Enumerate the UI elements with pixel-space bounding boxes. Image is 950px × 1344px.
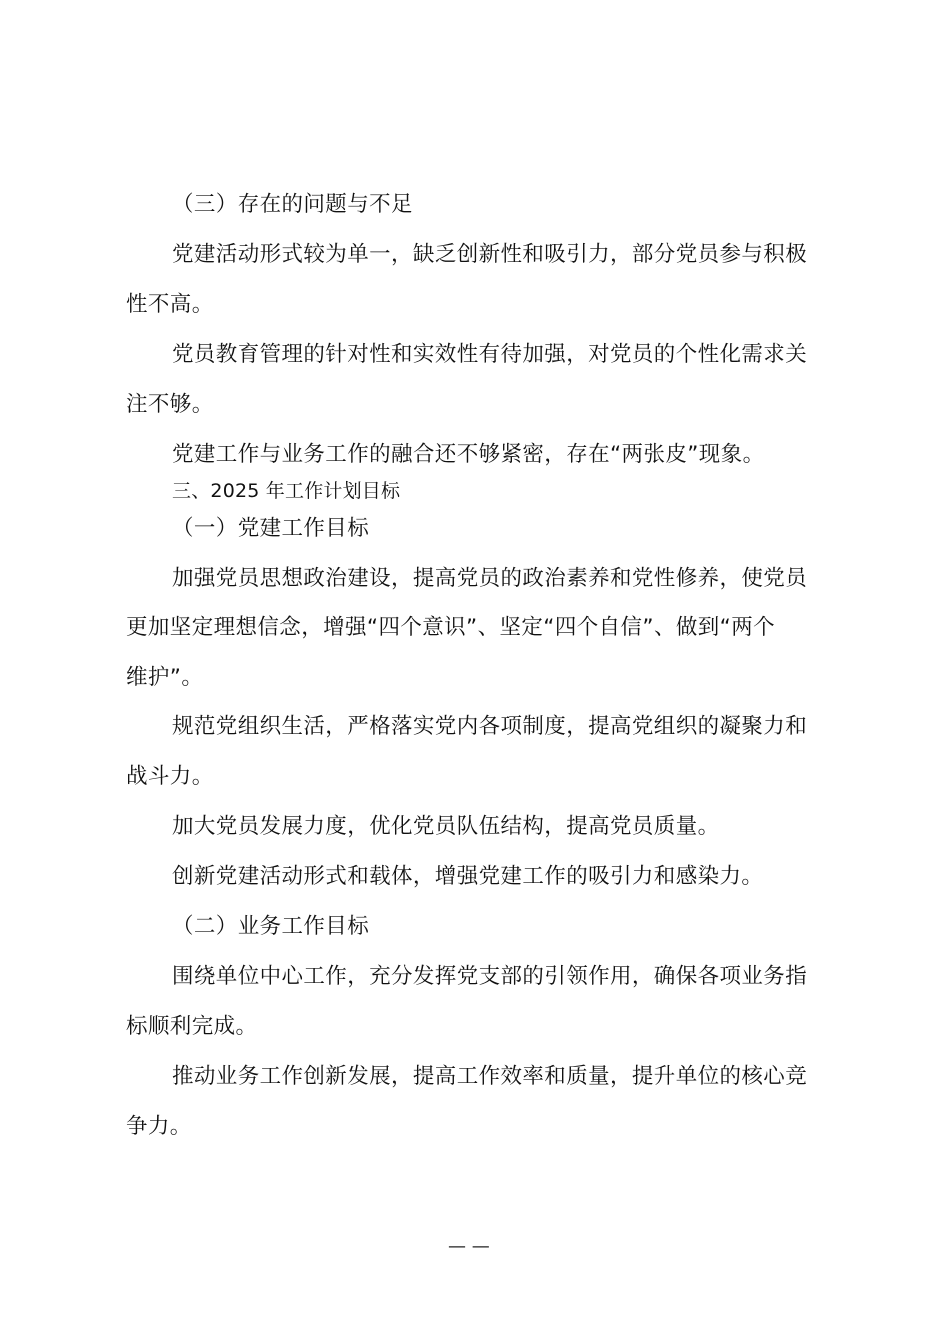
paragraph-line: 党建工作与业务工作的融合还不够紧密，存在“两张皮”现象。 [172,442,765,467]
paragraph-line: 更加坚定理想信念，增强“四个意识”、坚定“四个自信”、做到“两个 [126,615,775,640]
section-heading-problems: （三）存在的问题与不足 [172,192,413,217]
paragraph-line: 推动业务工作创新发展，提高工作效率和质量，提升单位的核心竞 [172,1064,808,1089]
paragraph-line: 创新党建活动形式和载体，增强党建工作的吸引力和感染力。 [172,864,764,889]
section-heading-party-goals: （一）党建工作目标 [172,516,370,541]
chapter-heading-2025-plan: 三、2025 年工作计划目标 [172,480,401,502]
paragraph-line: 争力。 [126,1114,192,1139]
paragraph-line: 围绕单位中心工作，充分发挥党支部的引领作用，确保各项业务指 [172,964,808,989]
section-heading-business-goals: （二）业务工作目标 [172,914,370,939]
paragraph-line: 注不够。 [126,392,214,417]
paragraph-line: 加大党员发展力度，优化党员队伍结构，提高党员质量。 [172,814,720,839]
paragraph-line: 党建活动形式较为单一，缺乏创新性和吸引力，部分党员参与积极 [172,242,808,267]
paragraph-line: 党员教育管理的针对性和实效性有待加强，对党员的个性化需求关 [172,342,808,367]
paragraph-line: 性不高。 [126,292,214,317]
page-number-footer: — — [448,1236,490,1257]
paragraph-line: 维护”。 [126,665,204,690]
paragraph-line: 战斗力。 [126,764,214,789]
paragraph-line: 加强党员思想政治建设，提高党员的政治素养和党性修养，使党员 [172,566,808,591]
paragraph-line: 规范党组织生活，严格落实党内各项制度，提高党组织的凝聚力和 [172,714,808,739]
paragraph-line: 标顺利完成。 [126,1014,258,1039]
